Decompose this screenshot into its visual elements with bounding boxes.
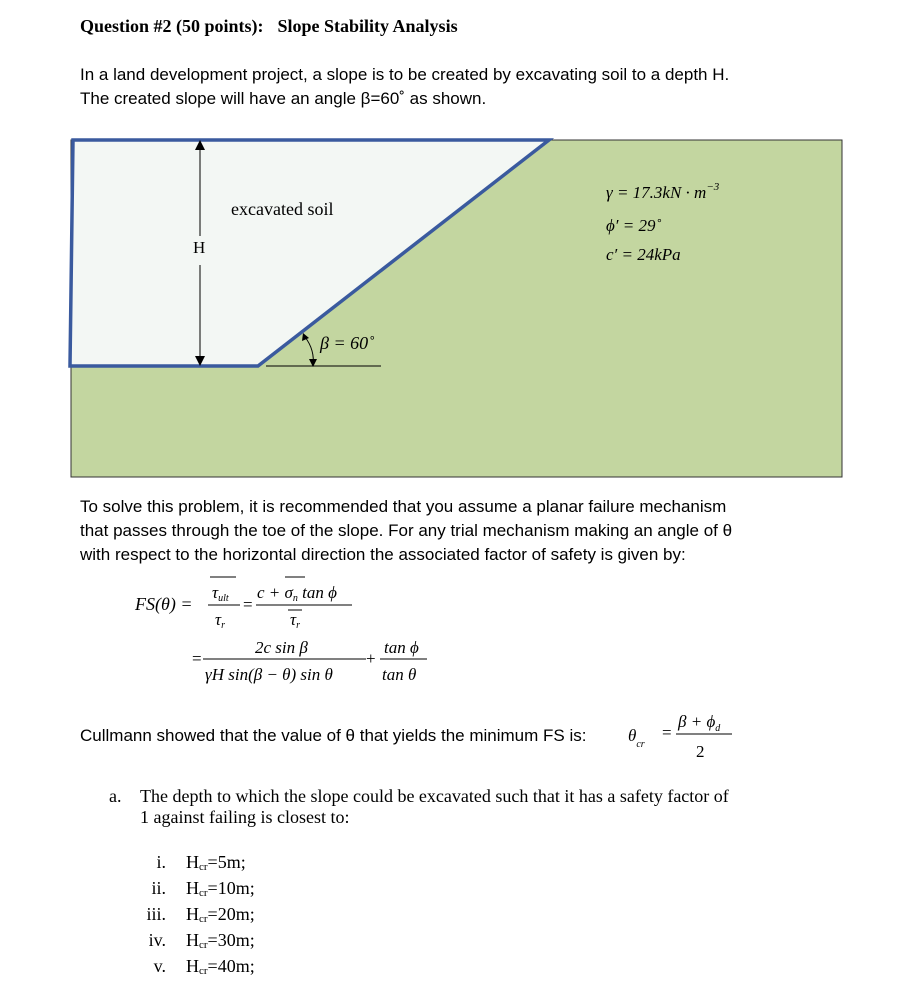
option-item	[136, 852, 255, 878]
cohesion-term-numerator: 2c sin β	[255, 638, 308, 657]
option-number: i.	[156, 852, 166, 872]
cullmann-text: Cullmann showed that the value of θ that yields the minimum FS is:	[80, 726, 587, 745]
part-a-line-1: The depth to which the slope could be excavated such that it has a safety factor of	[140, 786, 729, 806]
beta-label: β = 60˚	[320, 333, 375, 353]
tau-ult: τult	[212, 583, 229, 604]
option-value: $H_{cr}=10m$;	[186, 878, 255, 899]
cohesion-term-denominator: γH sin(β − θ) sin θ	[205, 665, 333, 684]
equals-1: =	[243, 595, 253, 614]
part-a-line-2: 1 against failing is closest to:	[140, 807, 350, 827]
option-value: $H_{cr}=30m$;	[186, 930, 255, 951]
option-item	[136, 930, 255, 956]
option-number: iv.	[148, 930, 166, 950]
cullmann-denominator: 2	[696, 742, 705, 761]
option-item	[136, 904, 255, 930]
plus-sign: +	[366, 649, 376, 668]
part-a-label: a.	[109, 786, 122, 806]
answer-options	[136, 852, 255, 982]
depth-label: H	[193, 238, 206, 257]
question-number: Question #2 (50 points):	[80, 16, 264, 36]
method-line-1: To solve this problem, it is recommended that you assume a planar failure mechanism	[80, 497, 727, 516]
question-topic: Slope Stability Analysis	[277, 16, 458, 36]
option-number: ii.	[151, 878, 166, 898]
fs-equation	[0, 570, 916, 695]
option-number: iii.	[146, 904, 166, 924]
option-item	[136, 878, 255, 904]
equals-2: =	[192, 649, 202, 668]
friction-term-denominator: tan θ	[382, 665, 417, 684]
option-value: $H_{cr}=40m$;	[186, 956, 255, 977]
intro-line-2: The created slope will have an angle β=60˚ as shown.	[80, 89, 487, 108]
intro-line-1: In a land development project, a slope is to be created by excavating soil to a depth H.	[80, 65, 730, 84]
option-item	[136, 956, 255, 982]
method-paragraph	[80, 495, 732, 567]
cohesion-label: c′ = 24kPa	[606, 245, 681, 264]
cullmann-formula	[620, 705, 740, 765]
method-line-2: that passes through the toe of the slope. For any trial mechanism making an angle of θ	[80, 521, 733, 540]
part-a-question	[140, 786, 729, 828]
unit-weight-label: $\gamma = 17.3kN \cdot m^{-3}$	[606, 181, 720, 202]
option-value: $H_{cr}=5m$;	[186, 852, 246, 873]
cullmann-numerator: $\beta + \phi_d$	[678, 712, 721, 734]
option-number: v.	[153, 956, 166, 976]
cullmann-equals: =	[662, 723, 672, 742]
tau-r-1: τr	[215, 610, 225, 631]
friction-angle-label: ϕ′ = 29˚	[606, 216, 662, 235]
option-value: $H_{cr}=20m$;	[186, 904, 255, 925]
friction-term-numerator: tan ϕ	[384, 638, 419, 657]
theta-cr: $\theta_{cr}$	[628, 726, 645, 750]
shear-strength-numerator: c + σn tan ϕ	[257, 583, 337, 604]
slope-figure	[0, 0, 916, 490]
excavated-soil-label: excavated soil	[231, 199, 334, 219]
tau-r-2: τr	[290, 610, 300, 631]
fs-lhs: FS(θ) =	[135, 594, 193, 614]
method-line-3: with respect to the horizontal direction the associated factor of safety is given by:	[80, 545, 686, 564]
